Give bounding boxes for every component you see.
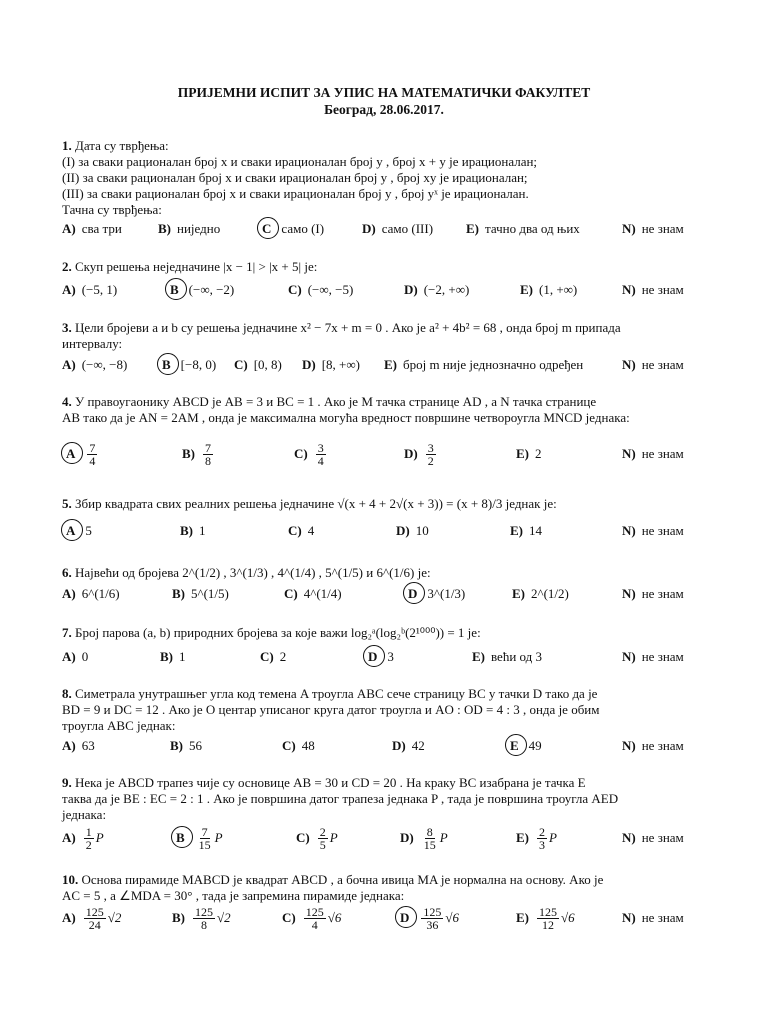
- answer-row: [62, 436, 712, 472]
- answer-letter: D): [400, 830, 414, 845]
- fraction-numerator: 7: [89, 440, 96, 455]
- fraction-denominator: 15: [198, 837, 211, 852]
- answer-letter: A): [62, 738, 76, 753]
- answer-text: не знам: [641, 649, 684, 664]
- answer-fraction: [84, 826, 94, 851]
- answer-letter: C): [296, 830, 310, 845]
- problem-text: Број парова (a, b) природних бројева за које важи log₂ᵃ(log₂ᵇ(2¹⁰⁰⁰)) = 1 је:: [75, 625, 481, 640]
- answer-option[interactable]: [294, 436, 328, 472]
- problem-text: Дата су тврђења:: [75, 138, 169, 153]
- answer-text: 14: [529, 523, 542, 538]
- answer-text: [0, 8): [253, 357, 282, 372]
- answer-text: не знам: [641, 523, 684, 538]
- answer-text: (−2, +∞): [423, 282, 470, 297]
- problem-statement-line: [62, 410, 712, 426]
- answer-option[interactable]: [622, 820, 684, 856]
- problem-number: 5.: [62, 496, 72, 511]
- fraction-denominator: 36: [426, 917, 439, 932]
- answer-row: [62, 354, 712, 376]
- answer-letter: D): [404, 446, 418, 461]
- answer-option[interactable]: [364, 646, 394, 668]
- answer-letter: E): [516, 446, 529, 461]
- answer-text: не знам: [641, 282, 684, 297]
- circled-answer-letter: D: [368, 649, 378, 664]
- answer-letter: A): [62, 649, 76, 664]
- answer-option[interactable]: [506, 735, 542, 757]
- answer-letter: A): [62, 282, 76, 297]
- problem-statement-line: [62, 702, 712, 718]
- answer-text: 2: [535, 446, 542, 461]
- answer-letter: D): [302, 357, 316, 372]
- answer-fraction: [421, 906, 443, 931]
- answer-letter: N): [622, 523, 636, 538]
- answer-suffix: P: [95, 830, 104, 845]
- answer-option[interactable]: [288, 520, 314, 542]
- answer-option[interactable]: [404, 583, 465, 605]
- answer-option[interactable]: [510, 520, 542, 542]
- answer-letter: E): [512, 586, 525, 601]
- answer-letter: A): [62, 357, 76, 372]
- answer-text: [−8, 0): [180, 357, 217, 372]
- problem-statement-line: [62, 496, 712, 512]
- answer-letter: B): [182, 446, 195, 461]
- answer-option[interactable]: [182, 436, 215, 472]
- answer-letter: E): [516, 830, 529, 845]
- answer-option[interactable]: [158, 218, 220, 240]
- answer-text: (1, +∞): [539, 282, 578, 297]
- problem-5: [62, 496, 712, 512]
- answer-fraction: [318, 826, 328, 851]
- fraction-denominator: 12: [542, 917, 554, 932]
- fraction-numerator: 125: [305, 904, 324, 919]
- problem-statement-line: [62, 791, 712, 807]
- answer-text: 42: [411, 738, 425, 753]
- problem-number: 9.: [62, 775, 72, 790]
- answer-option[interactable]: [172, 583, 229, 605]
- answer-letter: C): [284, 586, 298, 601]
- problem-6: [62, 565, 712, 581]
- problem-statement-line: [62, 202, 712, 218]
- circled-answer-letter: A: [66, 523, 76, 538]
- answer-option[interactable]: [622, 354, 684, 376]
- circled-answer-letter: E: [510, 738, 519, 753]
- problem-number: 1.: [62, 138, 72, 153]
- answer-text: сва три: [81, 221, 122, 236]
- answer-option[interactable]: [158, 354, 216, 376]
- problem-8: [62, 686, 712, 734]
- answer-suffix: √2: [107, 910, 122, 925]
- answer-text: 4: [307, 523, 315, 538]
- answer-letter: D): [362, 221, 376, 236]
- problem-number: 7.: [62, 625, 72, 640]
- answer-text: 10: [415, 523, 429, 538]
- circled-answer-letter: D: [400, 910, 410, 925]
- exam-header: [0, 84, 768, 118]
- answer-option[interactable]: [472, 646, 542, 668]
- answer-text: број m није једнозначно одређен: [403, 357, 584, 372]
- problem-text: таква да је BE : EC = 2 : 1 . Ако је површина датог трапеза једнака P , тада је површина троугла AED: [62, 791, 619, 806]
- answer-text: само (III): [381, 221, 434, 236]
- answer-letter: N): [622, 221, 636, 236]
- answer-text: 3: [387, 649, 394, 664]
- problem-text: Нека је ABCD трапез чије су основице AB = 30 и CD = 20 . На краку BC изабрана је тачка E: [75, 775, 586, 790]
- answer-fraction: [87, 442, 97, 467]
- fraction-numerator: 3: [427, 440, 434, 455]
- problem-1: [62, 138, 712, 218]
- answer-text: не знам: [641, 738, 684, 753]
- answer-letter: C): [294, 446, 308, 461]
- answer-text: 3^(1/3): [427, 586, 466, 601]
- problem-statement-line: [62, 565, 712, 581]
- answer-text: 5^(1/5): [191, 586, 229, 601]
- answer-option[interactable]: [296, 820, 338, 856]
- circled-answer-letter: A: [66, 446, 76, 461]
- answer-text: 5: [85, 523, 92, 538]
- answer-suffix: P: [439, 830, 448, 845]
- answer-option[interactable]: [362, 218, 433, 240]
- answer-option[interactable]: [622, 900, 684, 936]
- problem-text: (III) за сваки рационалан број x и сваки ирационалан број y , број yˣ је ирационалан.: [62, 186, 529, 201]
- answer-option[interactable]: [302, 354, 360, 376]
- answer-option[interactable]: [62, 520, 92, 542]
- answer-text: већи од 3: [491, 649, 543, 664]
- answer-text: не знам: [641, 910, 684, 925]
- problem-statement-line: [62, 686, 712, 702]
- answer-option[interactable]: [404, 436, 438, 472]
- problem-number: 6.: [62, 565, 72, 580]
- answer-letter: E): [510, 523, 523, 538]
- answer-letter: A): [62, 910, 76, 925]
- problem-text: једнака:: [62, 807, 107, 822]
- fraction-denominator: 5: [319, 837, 326, 852]
- fraction-denominator: 15: [423, 837, 436, 852]
- answer-text: (−∞, −8): [81, 357, 128, 372]
- answer-option[interactable]: [622, 218, 684, 240]
- answer-option[interactable]: [234, 354, 282, 376]
- answer-option[interactable]: [282, 900, 341, 936]
- answer-letter: B): [170, 738, 183, 753]
- answer-suffix: √6: [561, 910, 575, 925]
- problem-text: (I) за сваки рационалан број x и сваки ирационалан број y , број x + y је ирационалан;: [62, 154, 538, 169]
- answer-option[interactable]: [516, 820, 557, 856]
- answer-option[interactable]: [282, 735, 315, 757]
- answer-text: тачно два од њих: [485, 221, 580, 236]
- answer-text: 2^(1/2): [531, 586, 569, 601]
- fraction-numerator: 2: [319, 824, 326, 839]
- answer-letter: B): [160, 649, 173, 664]
- problem-statement-line: [62, 336, 712, 352]
- answer-letter: N): [622, 910, 636, 925]
- answer-fraction: [304, 906, 326, 931]
- answer-suffix: P: [549, 830, 557, 845]
- answer-row: [62, 520, 712, 542]
- answer-text: 0: [81, 649, 89, 664]
- answer-text: (−∞, −2): [188, 282, 235, 297]
- problem-number: 3.: [62, 320, 72, 335]
- answer-option[interactable]: [288, 279, 353, 301]
- problem-text: AB тако да је AN = 2AM , онда је максимална могућа вредност површине четвороугла MNCD једнака:: [62, 410, 630, 425]
- fraction-denominator: 3: [539, 837, 545, 852]
- answer-letter: C): [288, 282, 302, 297]
- problem-number: 10.: [62, 872, 79, 887]
- problem-statement-line: [62, 170, 712, 186]
- answer-option[interactable]: [622, 279, 684, 301]
- answer-letter: E): [520, 282, 533, 297]
- answer-option[interactable]: [62, 354, 127, 376]
- problem-number: 4.: [62, 394, 72, 409]
- exam-date: Београд, 28.06.2017.: [324, 102, 444, 117]
- fraction-denominator: 24: [88, 917, 101, 932]
- answer-text: (−∞, −5): [307, 282, 354, 297]
- answer-letter: A): [62, 221, 76, 236]
- answer-option[interactable]: [400, 820, 448, 856]
- problem-statement-line: [62, 775, 712, 791]
- answer-option[interactable]: [62, 218, 122, 240]
- answer-letter: B): [180, 523, 193, 538]
- answer-option[interactable]: [396, 520, 429, 542]
- answer-letter: N): [622, 586, 636, 601]
- answer-fraction: [537, 906, 559, 931]
- answer-text: не знам: [641, 830, 684, 845]
- answer-fraction: [193, 906, 215, 931]
- answer-letter: N): [622, 282, 636, 297]
- circled-answer-letter: C: [262, 221, 272, 236]
- problem-statement-line: [62, 154, 712, 170]
- answer-suffix: P: [214, 830, 223, 845]
- answer-letter: N): [622, 649, 636, 664]
- answer-option[interactable]: [62, 735, 95, 757]
- problem-text: Симетрала унутрашњег угла код темена A троугла ABC сече страницу BC у тачки D тако да је: [75, 686, 598, 701]
- answer-option[interactable]: [622, 520, 684, 542]
- answer-letter: E): [466, 221, 479, 236]
- answer-row: [62, 583, 712, 605]
- answer-letter: C): [288, 523, 302, 538]
- problem-text: AC = 5 , a ∠MDA = 30° , тада је запремина пирамиде једнака:: [62, 888, 405, 903]
- answer-row: [62, 735, 712, 757]
- answer-option[interactable]: [258, 218, 324, 240]
- answer-fraction: [537, 826, 547, 851]
- problem-statement-line: [62, 138, 712, 154]
- fraction-numerator: 7: [205, 440, 211, 455]
- answer-letter: N): [622, 830, 636, 845]
- answer-row: [62, 218, 712, 240]
- answer-suffix: √6: [327, 910, 342, 925]
- answer-text: 63: [81, 738, 95, 753]
- fraction-denominator: 2: [427, 453, 434, 468]
- problem-text: интервалу:: [62, 336, 123, 351]
- answer-option[interactable]: [384, 354, 583, 376]
- answer-text: 6^(1/6): [81, 586, 120, 601]
- answer-letter: B): [158, 221, 171, 236]
- answer-option[interactable]: [160, 646, 186, 668]
- answer-text: ниједно: [177, 221, 221, 236]
- answer-text: [8, +∞): [321, 357, 360, 372]
- answer-fraction: [84, 906, 106, 931]
- answer-text: 2: [279, 649, 287, 664]
- answer-option[interactable]: [622, 436, 684, 472]
- answer-option[interactable]: [622, 646, 684, 668]
- answer-letter: N): [622, 446, 636, 461]
- answer-row: [62, 646, 712, 668]
- answer-option[interactable]: [516, 900, 575, 936]
- fraction-denominator: 4: [89, 453, 96, 468]
- problem-statement-line: [62, 718, 712, 734]
- answer-option[interactable]: [172, 900, 231, 936]
- problem-text: троугла ABC једнак:: [62, 718, 176, 733]
- problem-2: [62, 259, 712, 275]
- answer-text: 1: [199, 523, 206, 538]
- circled-answer-letter: B: [170, 282, 179, 297]
- answer-suffix: √6: [445, 910, 460, 925]
- answer-text: 1: [179, 649, 186, 664]
- answer-letter: B): [172, 586, 185, 601]
- problem-3: [62, 320, 712, 352]
- answer-row: [62, 820, 712, 856]
- answer-letter: A): [62, 830, 76, 845]
- problem-text: Цели бројеви a и b су решења једначине x² − 7x + m = 0 . Ако је a² + 4b² = 68 , онда број m припада: [75, 320, 621, 335]
- answer-fraction: [316, 442, 326, 467]
- problem-number: 2.: [62, 259, 72, 274]
- answer-letter: C): [260, 649, 274, 664]
- problem-text: У правоугаонику ABCD је AB = 3 и BC = 1 . Ако је M тачка странице AD , а N тачка странице: [75, 394, 597, 409]
- answer-text: не знам: [641, 586, 684, 601]
- answer-letter: C): [282, 910, 296, 925]
- problem-text: Највећи од бројева 2^(1/2) , 3^(1/3) , 4^(1/4) , 5^(1/5) и 6^(1/6) је:: [75, 565, 431, 580]
- answer-letter: C): [282, 738, 296, 753]
- answer-option[interactable]: [260, 646, 286, 668]
- answer-option[interactable]: [396, 900, 459, 936]
- answer-letter: N): [622, 738, 636, 753]
- answer-row: [62, 279, 712, 301]
- answer-text: (−5, 1): [81, 282, 118, 297]
- fraction-denominator: 2: [85, 837, 92, 852]
- fraction-numerator: 3: [317, 440, 324, 455]
- problem-text: Скуп решења неједначине |x − 1| > |x + 5| је:: [75, 259, 318, 274]
- answer-fraction: [422, 826, 438, 851]
- answer-text: само (I): [281, 221, 325, 236]
- circled-answer-letter: D: [408, 586, 418, 601]
- fraction-denominator: 8: [205, 453, 211, 468]
- answer-fraction: [203, 442, 213, 467]
- fraction-numerator: 125: [423, 904, 442, 919]
- problem-text: Основа пирамиде MABCD је квадрат ABCD , а бочна ивица MA је нормална на основу. Ако је: [81, 872, 604, 887]
- fraction-denominator: 4: [311, 917, 318, 932]
- answer-option[interactable]: [622, 583, 684, 605]
- problem-statement-line: [62, 259, 712, 275]
- answer-letter: D): [392, 738, 406, 753]
- fraction-numerator: 1: [85, 824, 92, 839]
- answer-letter: B): [172, 910, 185, 925]
- fraction-numerator: 2: [539, 824, 545, 839]
- answer-fraction: [426, 442, 436, 467]
- answer-letter: E): [384, 357, 397, 372]
- problem-statement-line: [62, 320, 712, 336]
- problem-number: 8.: [62, 686, 72, 701]
- answer-letter: A): [62, 586, 76, 601]
- answer-text: 48: [301, 738, 315, 753]
- answer-option[interactable]: [284, 583, 342, 605]
- answer-option[interactable]: [62, 436, 99, 472]
- answer-option[interactable]: [516, 436, 542, 472]
- problem-7: [62, 625, 712, 641]
- answer-text: не знам: [641, 221, 684, 236]
- answer-text: 56: [189, 738, 202, 753]
- problem-statement-line: [62, 186, 712, 202]
- problem-statement-line: [62, 625, 712, 641]
- answer-letter: D): [396, 523, 410, 538]
- answer-letter: C): [234, 357, 248, 372]
- problem-4: [62, 394, 712, 426]
- answer-option[interactable]: [512, 583, 569, 605]
- answer-letter: E): [472, 649, 485, 664]
- exam-title: ПРИЈЕМНИ ИСПИТ ЗА УПИС НА МАТЕМАТИЧКИ ФАКУЛТЕТ: [177, 85, 591, 100]
- fraction-numerator: 7: [201, 824, 208, 839]
- answer-suffix: √2: [217, 910, 231, 925]
- answer-row: [62, 900, 712, 936]
- problem-text: (II) за сваки рационалан број x и сваки ирационалан број y , број xy је ирационалан;: [62, 170, 528, 185]
- fraction-numerator: 125: [195, 904, 213, 919]
- answer-fraction: [197, 826, 213, 851]
- answer-option[interactable]: [180, 520, 206, 542]
- answer-option[interactable]: [520, 279, 577, 301]
- answer-option[interactable]: [170, 735, 202, 757]
- problem-text: Збир квадрата свих реалних решења једначине √(x + 4 + 2√(x + 3)) = (x + 8)/3 једнак је:: [75, 496, 557, 511]
- answer-letter: N): [622, 357, 636, 372]
- answer-text: 4^(1/4): [303, 586, 342, 601]
- circled-answer-letter: B: [176, 830, 185, 845]
- answer-option[interactable]: [62, 900, 121, 936]
- answer-text: 49: [528, 738, 542, 753]
- answer-option[interactable]: [62, 820, 104, 856]
- answer-option[interactable]: [172, 820, 223, 856]
- answer-option[interactable]: [466, 218, 580, 240]
- fraction-denominator: 8: [201, 917, 207, 932]
- fraction-numerator: 125: [85, 904, 104, 919]
- answer-text: не знам: [641, 446, 684, 461]
- answer-letter: E): [516, 910, 529, 925]
- answer-letter: D): [404, 282, 418, 297]
- answer-option[interactable]: [62, 583, 120, 605]
- answer-option[interactable]: [404, 279, 469, 301]
- answer-option[interactable]: [392, 735, 425, 757]
- answer-text: не знам: [641, 357, 684, 372]
- answer-option[interactable]: [62, 279, 117, 301]
- fraction-numerator: 8: [426, 824, 433, 839]
- circled-answer-letter: B: [162, 357, 171, 372]
- problem-statement-line: [62, 394, 712, 410]
- fraction-numerator: 125: [539, 904, 557, 919]
- fraction-denominator: 4: [317, 453, 324, 468]
- answer-option[interactable]: [166, 279, 234, 301]
- problem-text: BD = 9 и DC = 12 . Ако је O центар уписаног круга датог троугла и AO : OD = 4 : 3 , онда је обим: [62, 702, 600, 717]
- problem-9: [62, 775, 712, 823]
- answer-suffix: P: [329, 830, 338, 845]
- problem-text: Тачна су тврђења:: [62, 202, 162, 217]
- problem-statement-line: [62, 872, 712, 888]
- answer-option[interactable]: [62, 646, 88, 668]
- answer-option[interactable]: [622, 735, 684, 757]
